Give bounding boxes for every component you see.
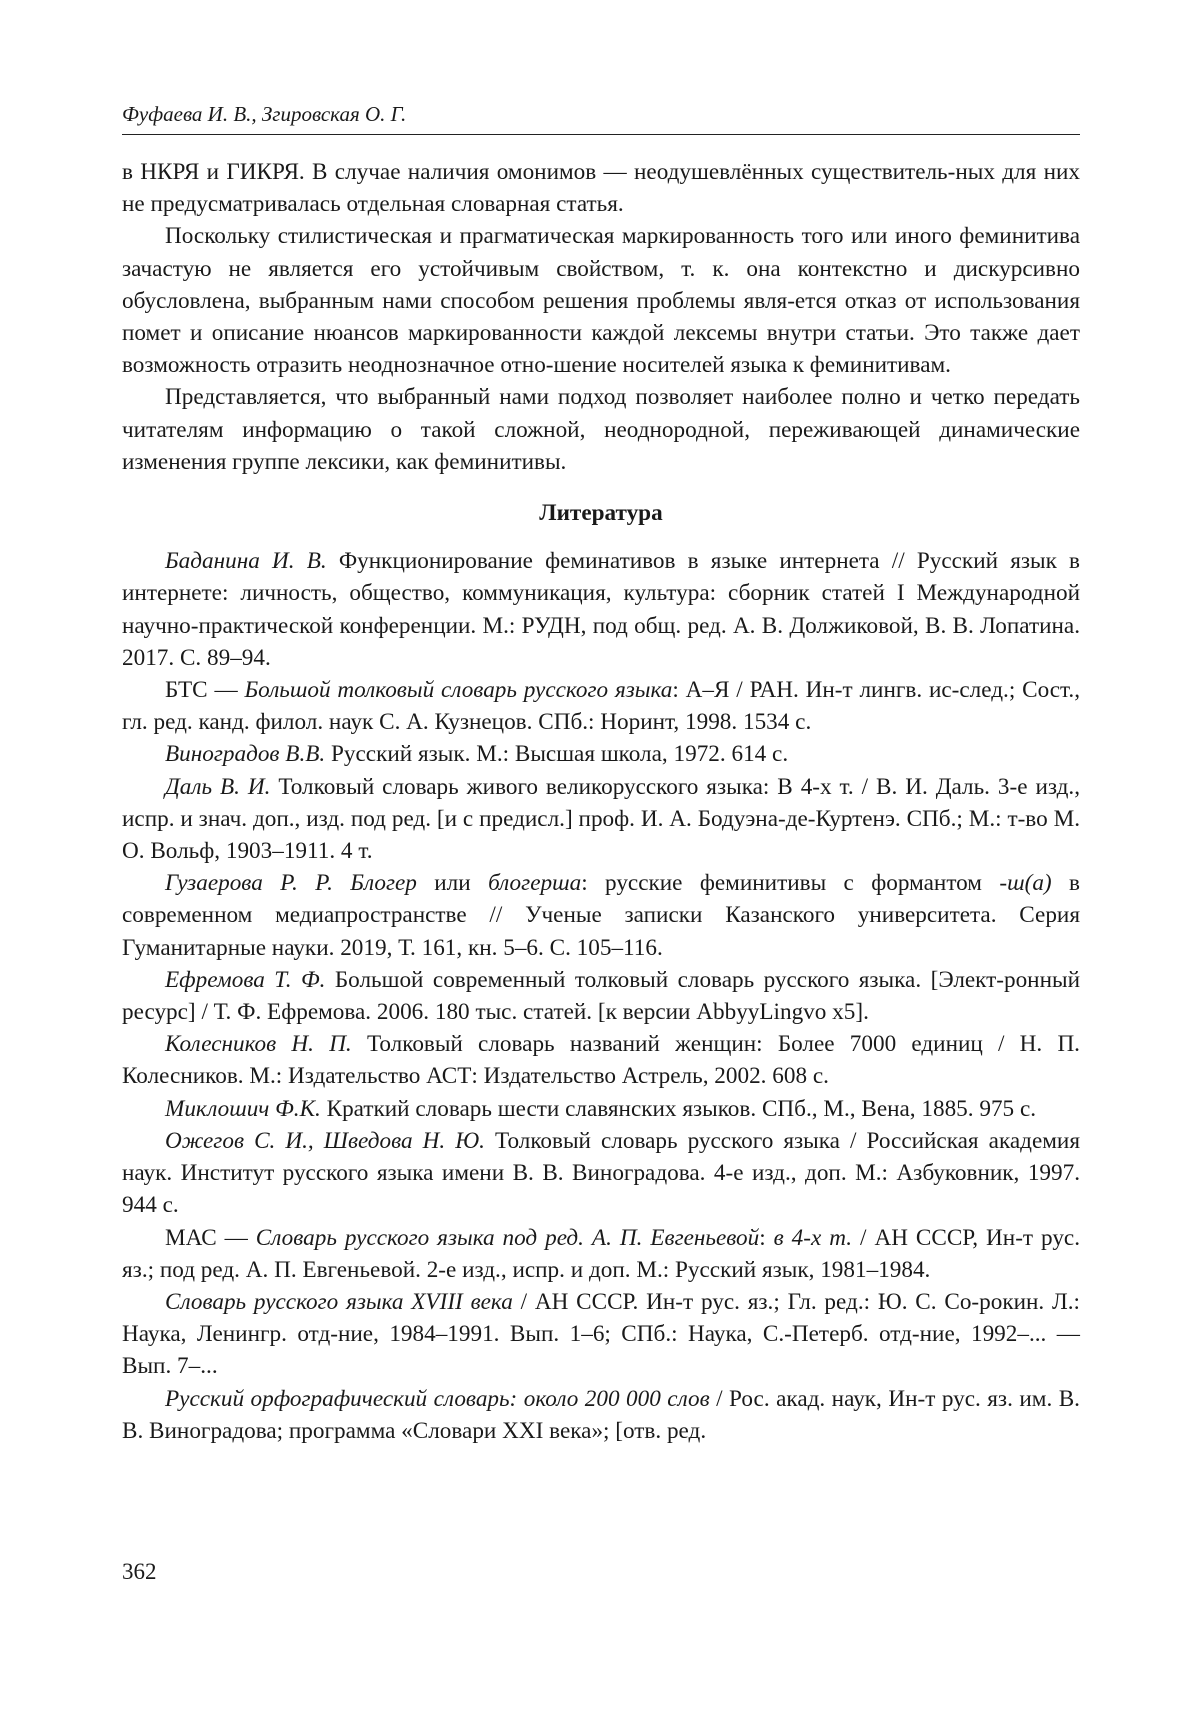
reference-entry: БТС — Большой толковый словарь русского языка: А–Я / РАН. Ин-т лингв. ис-след.; Сост., гл. ред. канд. филол. наук С. А. Кузнецов. СПб.: Норинт, 1998. 1534 с. bbox=[122, 677, 1081, 736]
reference-list bbox=[122, 545, 1080, 1447]
reference-entry: Колесников Н. П. Толковый словарь названий женщин: Более 7000 единиц / Н. П. Колесников. М.: Издательство АСТ: Издательство Астрель, 2002. 608 с. bbox=[122, 1031, 1080, 1090]
reference-entry: Ожегов С. И., Шведова Н. Ю. Толковый словарь русского языка / Российская академия наук. Институт русского языка имени В. В. Виноградова. 4-е изд., доп. М.: Азбуковник, 1997. 944 с. bbox=[122, 1127, 1080, 1219]
reference-entry: Виноградов В.В. Русский язык. М.: Высшая школа, 1972. 614 с. bbox=[165, 741, 789, 768]
reference-entry: Гузаерова Р. Р. Блогер или блогерша: русские феминитивы с формантом -ш(а) в современном медиапространстве // Ученые записки Казанского университета. Серия Гуманитарные науки. 2019, Т. 161, кн. 5–6. С. 105–116. bbox=[122, 870, 1080, 961]
reference-entry: Словарь русского языка XVIII века / АН СССР. Ин-т рус. яз.; Гл. ред.: Ю. С. Со-рокин. Л.: Наука, Ленингр. отд-ние, 1984–1991. Вып. 1–6; СПб.: Наука, С.-Петерб. отд-ние, 1992–... — Вып. 7–... bbox=[122, 1288, 1080, 1380]
reference-entry: Русский орфографический словарь: около 200 000 слов / Рос. акад. наук, Ин-т рус. яз. им. В. В. Виноградова; программа «Словари XXI века»; [отв. ред. bbox=[122, 1385, 1080, 1444]
body-paragraph: Поскольку стилистическая и прагматическая маркированность того или иного феминитива зачастую не является его устойчивым свойством, т. к. она контекстно и дискурсивно обусловлена, выбранным нами способом решения проблемы явля-ется отказ от использования помет и описание нюансов маркированности каждой лексемы внутри статьи. Это также дает возможность отразить неоднозначное отно-шение носителей языка к феминитивам. bbox=[122, 223, 1080, 379]
main-text bbox=[122, 156, 1080, 1447]
reference-entry: Миклошич Ф.К. Краткий словарь шести славянских языков. СПб., М., Вена, 1885. 975 с. bbox=[165, 1095, 1037, 1122]
reference-entry: МАС — Словарь русского языка под ред. А. П. Евгеньевой: в 4-х т. / АН СССР, Ин-т рус. яз.; под ред. А. П. Евгеньевой. 2-е изд., испр. и доп. М.: Русский язык, 1981–1984. bbox=[122, 1224, 1081, 1283]
references-heading: Литература bbox=[539, 500, 663, 527]
header-rule bbox=[122, 134, 1080, 135]
reference-entry: Ефремова Т. Ф. Большой современный толковый словарь русского языка. [Элект-ронный ресурс] / Т. Ф. Ефремова. 2006. 180 тыс. статей. [к версии AbbyyLingvo x5]. bbox=[122, 966, 1080, 1026]
page-number: 362 bbox=[122, 1559, 157, 1584]
body-paragraph: в НКРЯ и ГИКРЯ. В случае наличия омонимов — неодушевлённых существитель-ных для них не предусматривалась отдельная словарная статья. bbox=[122, 159, 1080, 218]
running-head-authors: Фуфаева И. В., Згировская О. Г. bbox=[122, 102, 407, 126]
body-paragraph: Представляется, что выбранный нами подход позволяет наиболее полно и четко передать читателям информацию о такой сложной, неоднородной, переживающей динамические изменения группе лексики, как феминитивы. bbox=[122, 384, 1080, 475]
reference-entry: Даль В. И. Толковый словарь живого великорусского языка: В 4-х т. / В. И. Даль. 3-е изд., испр. и знач. доп., изд. под ред. [и с предисл.] проф. И. А. Бодуэна-де-Куртенэ. СПб.; М.: т-во М. О. Вольф, 1903–1911. 4 т. bbox=[122, 773, 1080, 865]
reference-entry: Баданина И. В. Функционирование феминативов в языке интернета // Русский язык в интернете: личность, общество, коммуникация, культура: сборник статей I Международной научно-практической конференции. М.: РУДН, под общ. ред. А. В. Должиковой, В. В. Лопатина. 2017. С. 89–94. bbox=[122, 548, 1081, 671]
